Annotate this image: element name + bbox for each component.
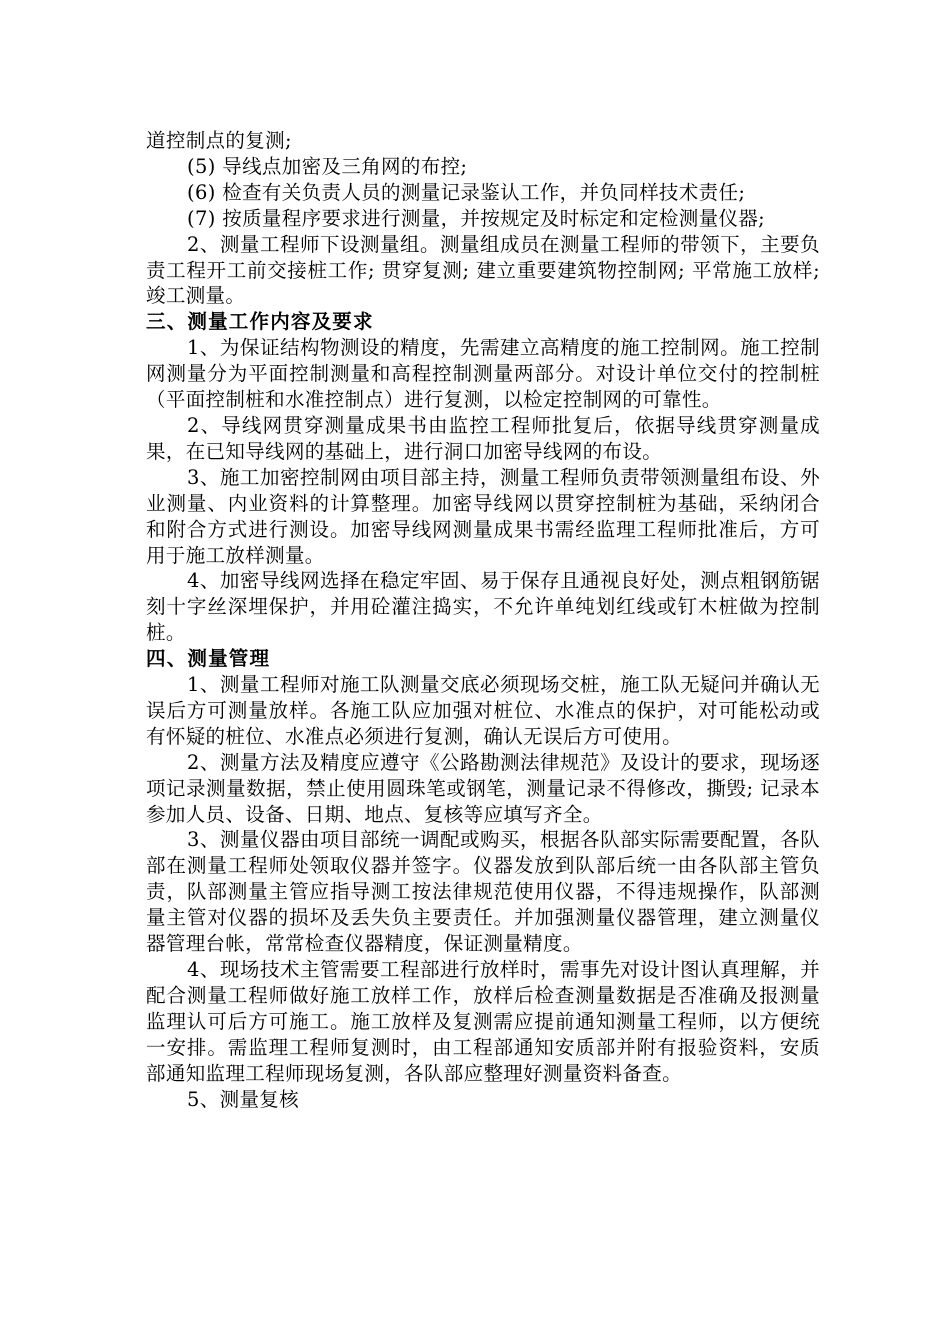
paragraph-methods-precision: 2、测量方法及精度应遵守《公路勘测法律规范》及设计的要求，现场逐项记录测量数据，禁止使用圆珠笔或钢笔，测量记录不得修改，撕毁; 记录本参加人员、设备、日期、地点、复核等应填写齐全。 xyxy=(146,750,820,826)
paragraph-continuation: 道控制点的复测; xyxy=(146,129,292,152)
paragraph-stake-handover: 1、测量工程师对施工队测量交底必须现场交桩，施工队无疑问并确认无误后方可测量放样。各施工队应加强对桩位、水准点的保护，对可能松动或有怀疑的桩位、水准点必须进行复测，确认无误后方可使用。 xyxy=(146,673,820,748)
list-item-7: (7) 按质量程序要求进行测量，并按规定及时标定和定检测量仪器; xyxy=(187,206,766,230)
paragraph-densified-network: 3、施工加密控制网由项目部主持，测量工程师负责带领测量组布设、外业测量、内业资料的计算整理。加密导线网以贯穿控制桩为基础，采纳闭合和附合方式进行测设。加密导线网测量成果书需经监理工程师批准后，方可用于施工放样测量。 xyxy=(146,465,820,567)
list-item-6: (6) 检查有关负责人员的测量记录鉴认工作，并负同样技术责任; xyxy=(187,180,746,204)
paragraph-traverse-results: 2、导线网贯穿测量成果书由监控工程师批复后，依据导线贯穿测量成果，在已知导线网的基础上，进行洞口加密导线网的布设。 xyxy=(146,413,820,463)
paragraph-control-stakes: 4、加密导线网选择在稳定牢固、易于保存且通视良好处，测点粗钢筋锯刻十字丝深埋保护，并用砼灌注捣实，不允许单纯划红线或钉木桩做为控制桩。 xyxy=(146,569,820,645)
section-heading-3: 三、测量工作内容及要求 xyxy=(146,310,374,334)
paragraph-survey-check: 5、测量复核 xyxy=(187,1087,300,1111)
list-item-5: (5) 导线点加密及三角网的布控; xyxy=(187,154,468,178)
paragraph-setting-out: 4、现场技术主管需要工程部进行放样时，需事先对设计图认真理解，并配合测量工程师做好施工放样工作，放样后检查测量数据是否准确及报测量监理认可后方可施工。施工放样及复测需应提前通知测量工程师，以方便统一安排。需监理工程师复测时，由工程部通知安质部并附有报验资料，安质部通知监理工程师现场复测，各队部应整理好测量资料备查。 xyxy=(146,958,820,1085)
paragraph-survey-group: 2、测量工程师下设测量组。测量组成员在测量工程师的带领下，主要负责工程开工前交接桩工作; 贯穿复测; 建立重要建筑物控制网; 平常施工放样; 竣工测量。 xyxy=(146,232,820,308)
paragraph-instruments: 3、测量仪器由项目部统一调配或购买，根据各队部实际需要配置，各队部在测量工程师处领取仪器并签字。仪器发放到队部后统一由各队部主管负责，队部测量主管应指导测工按法律规范使用仪器，不得违规操作，队部测量主管对仪器的损坏及丢失负主要责任。并加强测量仪器管理，建立测量仪器管理台帐，常常检查仪器精度，保证测量精度。 xyxy=(146,828,820,956)
document-page xyxy=(146,128,820,1112)
section-heading-4: 四、测量管理 xyxy=(146,647,271,671)
paragraph-control-network: 1、为保证结构物测设的精度，先需建立高精度的施工控制网。施工控制网测量分为平面控制测量和高程控制测量两部分。对设计单位交付的控制桩（平面控制桩和水准控制点）进行复测，以检定控制网的可靠性。 xyxy=(146,336,820,412)
